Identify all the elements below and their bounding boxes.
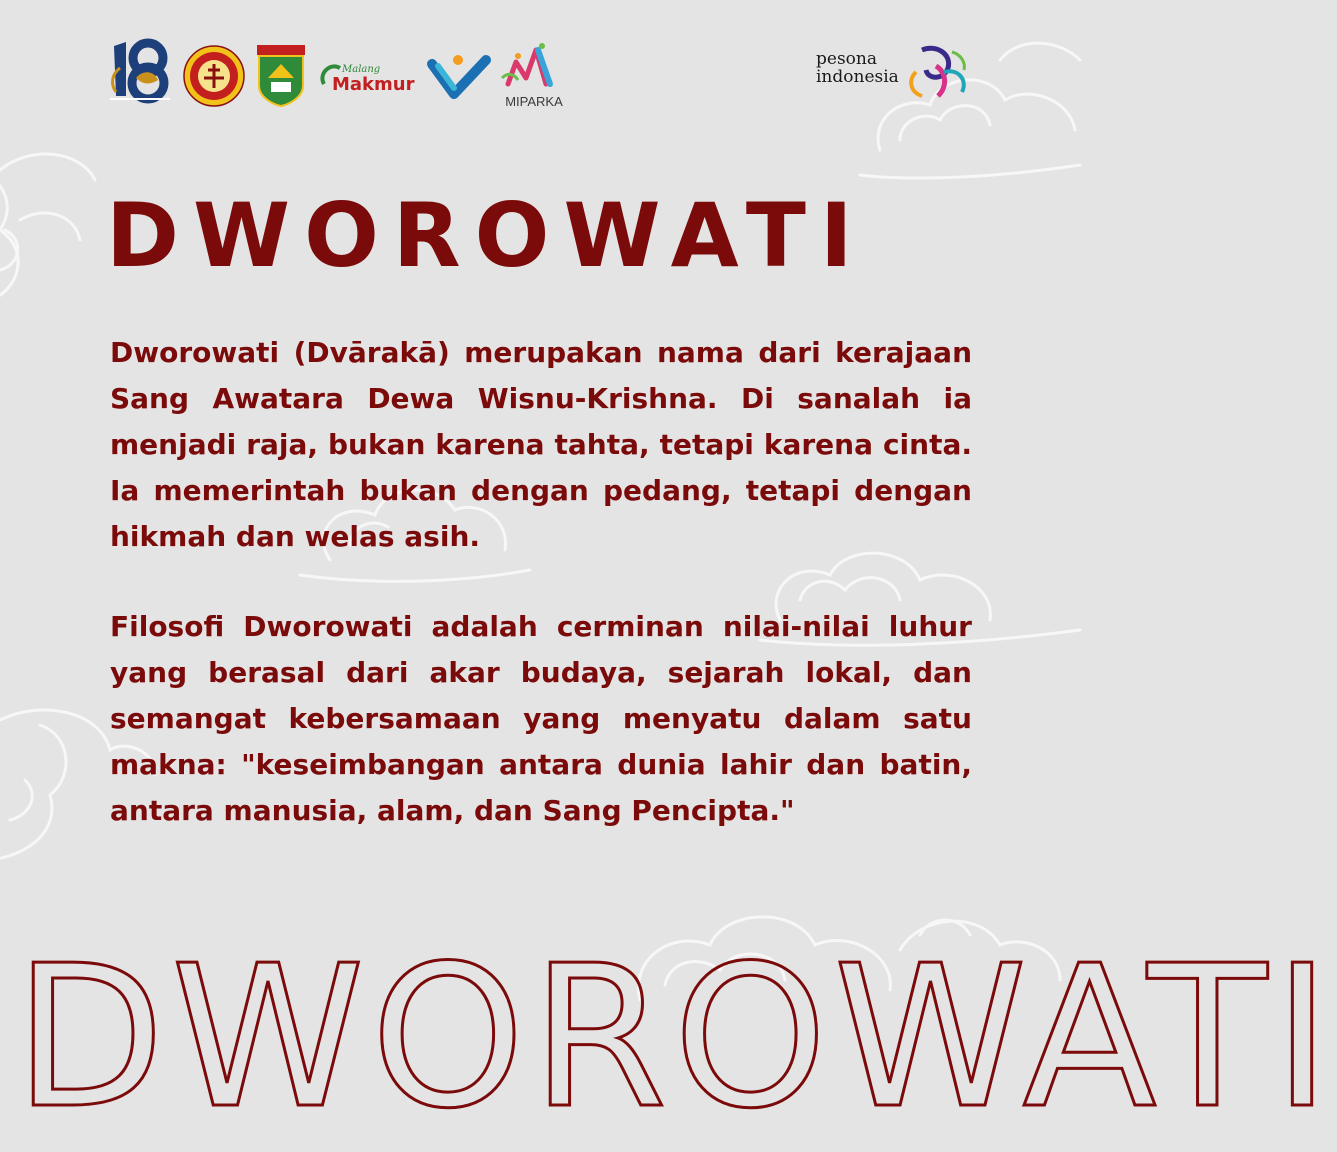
svg-text:Makmur: Makmur (332, 74, 415, 95)
checkmark-brand-logo (428, 52, 490, 100)
svg-text:indonesia: indonesia (816, 67, 899, 87)
svg-text:MIPARKA: MIPARKA (505, 94, 563, 109)
miparka-logo (498, 38, 570, 110)
malang-makmur-logo (318, 54, 424, 98)
karang-taruna-seal (182, 44, 246, 108)
description-paragraph: Dworowati (Dvārakā) merupakan nama dari kerajaan Sang Awatara Dewa Wisnu-Krishna. Di sanalah ia menjadi raja, bukan karena tahta, tetapi karena cinta. Ia memerintah bukan dengan pedang, tetapi dengan hikmah dan welas asih. (110, 336, 972, 553)
partner-logos (106, 38, 576, 110)
page-title: DWOROWATI (106, 184, 867, 287)
philosophy-paragraph: Filosofi Dworowati adalah cerminan nilai-nilai luhur yang berasal dari akar budaya, sejarah lokal, dan semangat kebersamaan yang menyatu dalam satu makna: "keseimbangan antara dunia lahir dan batin, antara manusia, alam, dan Sang Pencipta." (110, 610, 972, 827)
svg-text:pesona: pesona (816, 49, 877, 69)
svg-text:Malang: Malang (342, 64, 381, 75)
outlined-watermark-word: DWOROWATI (14, 924, 1337, 1152)
kabupaten-malang-crest (256, 44, 306, 108)
pesona-indonesia-logo (812, 42, 974, 110)
anniversary-logo (106, 38, 176, 104)
